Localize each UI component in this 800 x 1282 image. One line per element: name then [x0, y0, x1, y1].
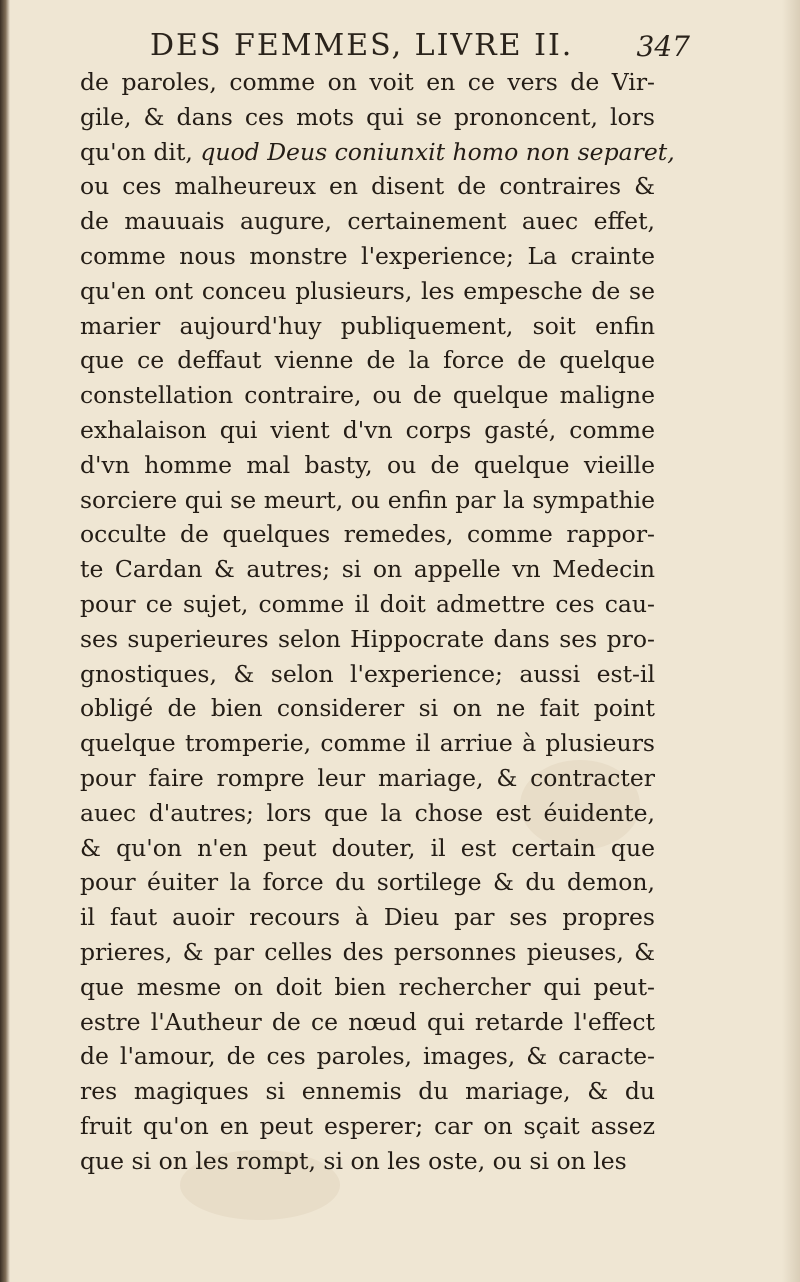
text-line: pour éuiter la force du sortilege & du demon,: [80, 868, 655, 897]
text-line-part: qu'on dit,: [80, 137, 193, 166]
text-line: constellation contraire, ou de quelque maligne: [80, 381, 655, 410]
text-line: & qu'on n'en peut douter, il est certain que: [80, 833, 655, 862]
running-head: [150, 28, 690, 68]
text-line: fruit qu'on en peut esperer; car on sçait assez: [80, 1111, 655, 1140]
text-line: [80, 135, 675, 170]
text-line: quelque tromperie, comme il arriue à plusieurs: [80, 729, 655, 758]
text-line: prieres, & par celles des personnes pieuses, &: [80, 937, 655, 966]
text-line: que si on les rompt, si on les oste, ou si on les: [80, 1146, 627, 1175]
text-line: exhalaison qui vient d'vn corps gasté, comme: [80, 415, 655, 444]
latin-quotation: quod Deus coniunxit homo non separet,: [200, 137, 675, 166]
text-line: de mauuais augure, certainement auec effet,: [80, 207, 655, 236]
text-line: ou ces malheureux en disent de contraires &: [80, 172, 655, 201]
text-line: sorciere qui se meurt, ou enfin par la sympathie: [80, 485, 655, 514]
text-line: que mesme on doit bien rechercher qui peut-: [80, 972, 655, 1001]
page-spine-shadow: [0, 0, 10, 1282]
text-line: gnostiques, & selon l'experience; aussi est-il: [80, 659, 655, 688]
text-line: que ce deffaut vienne de la force de quelque: [80, 346, 655, 375]
text-line: pour ce sujet, comme il doit admettre ces cau-: [80, 589, 655, 618]
text-line: ses superieures selon Hippocrate dans ses pro-: [80, 624, 655, 653]
text-line: de l'amour, de ces paroles, images, & caracte-: [80, 1042, 655, 1071]
body-text: [80, 65, 675, 1179]
text-line: pour faire rompre leur mariage, & contracter: [80, 763, 655, 792]
text-line: qu'en ont conceu plusieurs, les empesche de se: [80, 276, 655, 305]
page-edge-shade: [782, 0, 800, 1282]
text-line: il faut auoir recours à Dieu par ses propres: [80, 903, 655, 932]
text-line: de paroles, comme on voit en ce vers de Vir-: [80, 68, 655, 96]
text-line: marier aujourd'huy publiquement, soit enfin: [80, 311, 655, 340]
text-line: comme nous monstre l'experience; La crainte: [80, 241, 655, 270]
text-line: res magiques si ennemis du mariage, & du: [80, 1077, 655, 1106]
text-line: gile, & dans ces mots qui se prononcent, lors: [80, 102, 655, 131]
text-line: d'vn homme mal basty, ou de quelque vieille: [80, 450, 655, 479]
text-line: te Cardan & autres; si on appelle vn Medecin: [80, 555, 655, 584]
running-title: DES FEMMES, LIVRE II.: [150, 28, 574, 63]
text-line: estre l'Autheur de ce nœud qui retarde l'effect: [80, 1007, 655, 1036]
text-line: occulte de quelques remedes, comme rappor-: [80, 520, 655, 549]
text-line: auec d'autres; lors que la chose est éuidente,: [80, 798, 655, 827]
text-line: obligé de bien considerer si on ne fait point: [80, 694, 655, 723]
page-number: 347: [636, 30, 690, 63]
